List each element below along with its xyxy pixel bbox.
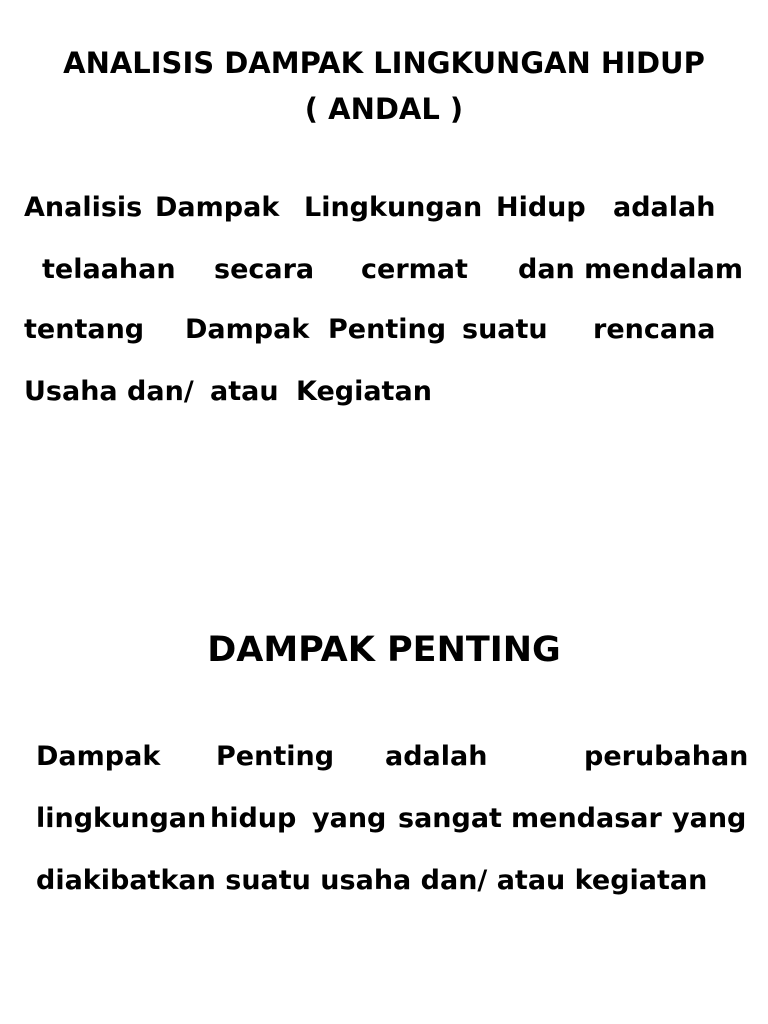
slide-dampak-penting	[0, 512, 768, 1024]
body-word: yang	[312, 803, 387, 834]
body-word: Dampak	[36, 741, 161, 772]
body-word: adalah	[613, 192, 716, 223]
body-word: Dampak	[185, 314, 310, 345]
slide-title-dampak-penting: DAMPAK PENTING	[207, 630, 561, 670]
body-word: suatu	[462, 314, 548, 345]
body-word: Usaha dan/	[24, 376, 194, 407]
body-word: mendasar	[511, 803, 662, 834]
body-word: Analisis	[24, 192, 143, 223]
title-line-2: ( ANDAL )	[304, 92, 464, 126]
body-word: cermat	[361, 254, 468, 285]
body-word: rencana	[593, 314, 716, 345]
body-word: Penting	[328, 314, 447, 345]
body-word: perubahan	[584, 741, 749, 772]
body-word: lingkungan	[36, 803, 207, 834]
body-word: hidup	[210, 803, 297, 834]
body-word: Dampak	[155, 192, 280, 223]
body-word: secara	[214, 254, 315, 285]
body-word: Lingkungan	[304, 192, 483, 223]
title-line-1: ANALISIS DAMPAK LINGKUNGAN HIDUP	[63, 46, 705, 80]
body-word: Penting	[216, 741, 335, 772]
body-word: diakibatkan suatu usaha dan/ atau kegiatan	[36, 865, 708, 896]
body-word: atau	[210, 376, 279, 407]
body-word: telaahan	[42, 254, 176, 285]
body-word: yang	[672, 803, 747, 834]
body-word: Kegiatan	[296, 376, 432, 407]
body-word: adalah	[385, 741, 488, 772]
body-word: sangat	[398, 803, 502, 834]
body-word: tentang	[24, 314, 145, 345]
slide-title-andal	[0, 40, 768, 132]
body-word: Hidup	[496, 192, 586, 223]
body-word: dan mendalam	[518, 254, 743, 285]
